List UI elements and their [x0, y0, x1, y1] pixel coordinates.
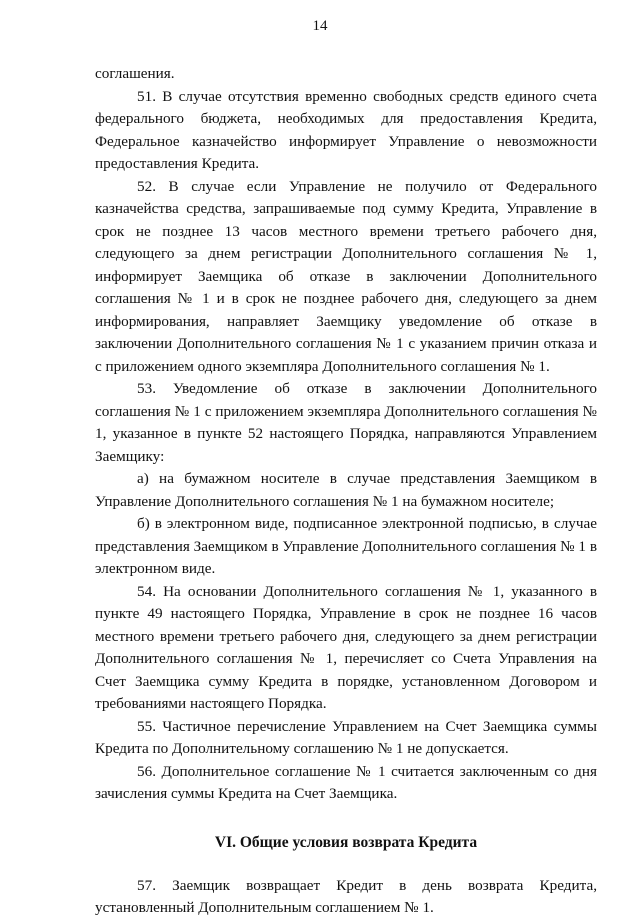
document-body — [95, 63, 597, 920]
section-heading: VI. Общие условия возврата Кредита — [214, 833, 478, 851]
paragraph-55: 55. Частичное перечисление Управлением на Счет Заемщика суммы Кредита по Дополнительному соглашению № 1 не допускается. — [95, 717, 597, 757]
paragraph-51: 51. В случае отсутствия временно свободных средств единого счета федерального бюджета, необходимых для предоставления Кредита, Федеральное казначейство информирует Управление о невозможности предоставления Кредита. — [95, 87, 597, 172]
paragraph-56: 56. Дополнительное соглашение № 1 считается заключенным со дня зачисления суммы Кредита на Счет Заемщика. — [95, 762, 597, 802]
paragraph-53-item-a: а) на бумажном носителе в случае представления Заемщиком в Управление Дополнительного соглашения № 1 на бумажном носителе; — [95, 470, 597, 510]
page-number: 14 — [312, 18, 328, 34]
paragraph-53-item-b: б) в электронном виде, подписанное электронной подписью, в случае представления Заемщиком в Управление Дополнительного соглашения № 1 в электронном виде. — [95, 515, 597, 577]
paragraph-52: 52. В случае если Управление не получило от Федерального казначейства средства, запрашиваемые под сумму Кредита, Управление в срок не позднее 13 часов местного времени третьего рабочего дня, следующего за днем регистрации Дополнительного соглашения № 1, информирует Заемщика об отказе в заключении Дополнительного соглашения № 1 и в срок не позднее рабочего дня, следующего за днем информирования, направляет Заемщику уведомление об отказе в заключении Дополнительного соглашения № 1 с указанием причин отказа и с приложением одного экземпляра Дополнительного соглашения № 1. — [95, 177, 597, 375]
paragraph-continuation: соглашения. — [95, 65, 175, 82]
paragraph-54: 54. На основании Дополнительного соглашения № 1, указанного в пункте 49 настоящего Порядка, Управление в срок не позднее 16 часов местного времени третьего рабочего дня, следующего за днем регистрации Дополнительного соглашения № 1, перечисляет со Счета Управления на Счет Заемщика сумму Кредита в порядке, установленном Договором и требованиями настоящего Порядка. — [95, 582, 597, 712]
paragraph-57: 57. Заемщик возвращает Кредит в день возврата Кредита, установленный Дополнительным соглашением № 1. — [95, 876, 597, 916]
paragraph-53: 53. Уведомление об отказе в заключении Дополнительного соглашения № 1 с приложением экземпляра Дополнительного соглашения № 1, указанное в пункте 52 настоящего Порядка, направляются Управлением Заемщику: — [95, 380, 597, 465]
